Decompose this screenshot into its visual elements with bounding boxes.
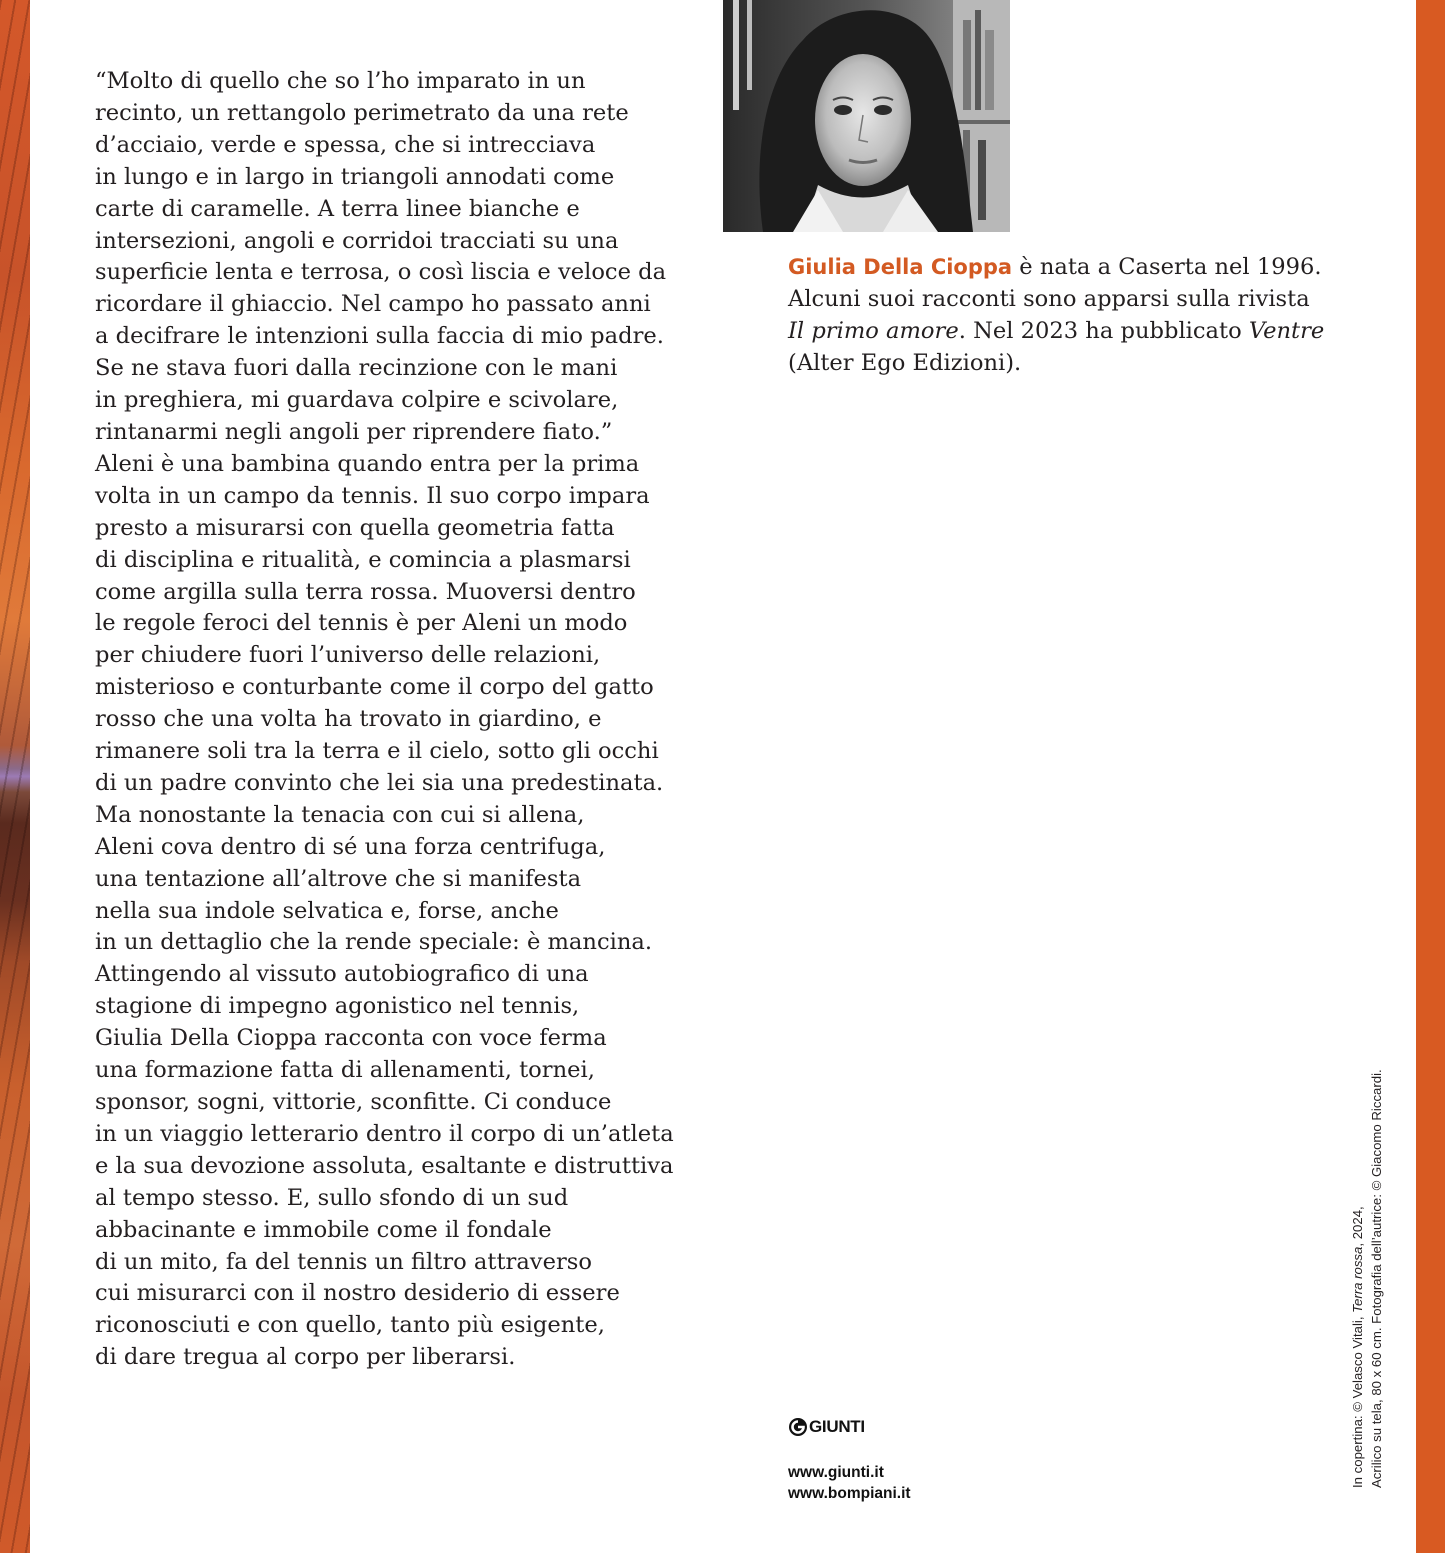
credits-line-1: In copertina: © Velasco Vitali, Terra rossa, 2024, — [1350, 1206, 1365, 1488]
blurb-line: superficie lenta e terrosa, o così liscia e veloce da — [95, 259, 667, 286]
giunti-logo-icon — [788, 1417, 808, 1437]
giunti-logo-text: GIUNTI — [809, 1417, 865, 1436]
blurb-line: in preghiera, mi guardava colpire e scivolare, — [95, 387, 619, 414]
blurb-line: nella sua indole selvatica e, forse, anche — [95, 897, 559, 924]
blurb-line: di un mito, fa del tennis un filtro attraverso — [95, 1248, 592, 1275]
book-title: Ventre — [1248, 318, 1325, 344]
blurb-line: rintanarmi negli angoli per riprendere fiato.” — [95, 418, 613, 445]
blurb-line: Giulia Della Cioppa racconta con voce ferma — [95, 1025, 607, 1052]
bio-line-1: Giulia Della Cioppa è nata a Caserta nel 1996. — [788, 254, 1322, 280]
blurb-line: e la sua devozione assoluta, esaltante e distruttiva — [95, 1152, 674, 1179]
blurb-line: Aleni cova dentro di sé una forza centrifuga, — [95, 833, 606, 860]
blurb-line: sponsor, sogni, vittorie, sconfitte. Ci conduce — [95, 1089, 612, 1115]
blurb-line: Ma nonostante la tenacia con cui si allena, — [95, 801, 585, 828]
blurb-line: in un viaggio letterario dentro il corpo di un’atleta — [95, 1120, 674, 1147]
blurb-line: una tentazione all’altrove che si manifesta — [95, 865, 582, 892]
cover-artwork-edge — [0, 0, 30, 1553]
back-cover-blurb — [95, 66, 674, 1374]
blurb-line: misterioso e conturbante come il corpo del gatto — [95, 674, 654, 701]
bompiani-url-link[interactable]: www.bompiani.it — [788, 1485, 911, 1502]
spine-edge — [1416, 0, 1445, 1553]
giunti-url-link[interactable]: www.giunti.it — [788, 1464, 884, 1481]
blurb-line: in un dettaglio che la rende speciale: è mancina. — [95, 929, 653, 956]
credits-line-2: Acrilico su tela, 80 x 60 cm. Fotografia dell’autrice: © Giacomo Riccardi. — [1369, 1069, 1384, 1488]
blurb-line: recinto, un rettangolo perimetrato da una rete — [95, 99, 629, 126]
giunti-logo — [788, 1414, 911, 1440]
blurb-line: come argilla sulla terra rossa. Muoversi dentro — [95, 578, 636, 605]
blurb-line: al tempo stesso. E, sullo sfondo di un sud — [95, 1184, 569, 1211]
blurb-line: d’acciaio, verde e spessa, che si intrecciava — [95, 131, 596, 158]
blurb-line: per chiudere fuori l’universo delle relazioni, — [95, 642, 601, 669]
bio-line-3: Il primo amore. Nel 2023 ha pubblicato Ventre — [788, 318, 1325, 344]
author-name: Giulia Della Cioppa — [788, 255, 1013, 279]
blurb-line: stagione di impegno agonistico nel tennis, — [95, 993, 580, 1020]
blurb-line: Se ne stava fuori dalla recinzione con le mani — [95, 355, 618, 382]
author-photo — [723, 0, 1010, 232]
bio-line-2: Alcuni suoi racconti sono apparsi sulla rivista — [788, 286, 1310, 312]
blurb-line: presto a misurarsi con quella geometria fatta — [95, 514, 615, 541]
blurb-line: ricordare il ghiaccio. Nel campo ho passato anni — [95, 291, 651, 318]
cover-credits — [1348, 1069, 1386, 1488]
blurb-line: una formazione fatta di allenamenti, tornei, — [95, 1057, 595, 1084]
blurb-line: di un padre convinto che lei sia una predestinata. — [95, 769, 664, 796]
blurb-line: di dare tregua al corpo per liberarsi. — [95, 1344, 516, 1371]
magazine-title: Il primo amore — [788, 318, 959, 344]
blurb-line: intersezioni, angoli e corridoi tracciati su una — [95, 227, 619, 254]
blurb-line: rosso che una volta ha trovato in giardino, e — [95, 706, 602, 733]
blurb-line: Attingendo al vissuto autobiografico di una — [95, 961, 589, 988]
blurb-line: carte di caramelle. A terra linee bianche e — [95, 195, 580, 222]
blurb-line: le regole feroci del tennis è per Aleni un modo — [95, 610, 628, 637]
author-portrait-image — [723, 0, 1010, 232]
blurb-line: cui misurarci con il nostro desiderio di essere — [95, 1280, 620, 1307]
bio-line-4: (Alter Ego Edizioni). — [788, 350, 1022, 376]
publisher-block — [788, 1414, 911, 1504]
blurb-line: di disciplina e ritualità, e comincia a plasmarsi — [95, 546, 631, 573]
blurb-line: in lungo e in largo in triangoli annodati come — [95, 163, 615, 190]
author-bio — [788, 251, 1348, 379]
blurb-line: abbacinante e immobile come il fondale — [95, 1216, 552, 1243]
blurb-line: volta in un campo da tennis. Il suo corpo impara — [95, 482, 650, 509]
blurb-line: riconosciuti e con quello, tanto più esigente, — [95, 1312, 605, 1339]
blurb-line: rimanere soli tra la terra e il cielo, sotto gli occhi — [95, 738, 659, 765]
blurb-line: a decifrare le intenzioni sulla faccia di mio padre. — [95, 323, 664, 350]
blurb-line: Aleni è una bambina quando entra per la prima — [95, 450, 640, 477]
blurb-line: “Molto di quello che so l’ho imparato in un — [95, 68, 586, 94]
